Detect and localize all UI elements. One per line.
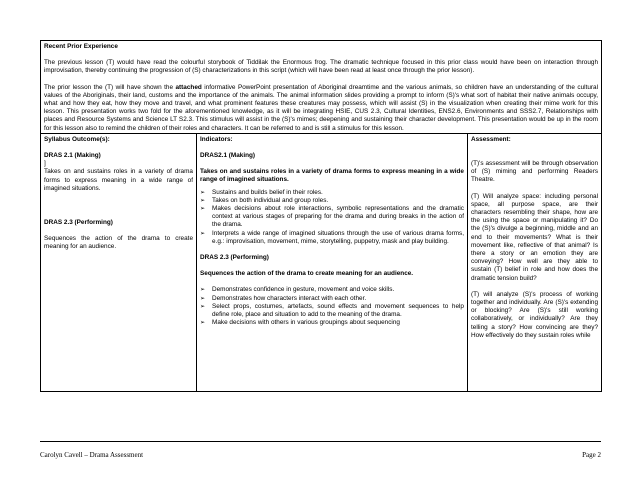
indicators-dras21-heading: Takes on and sustains roles in a variety of drama forms to express meaning in a wide range of imagined situations. xyxy=(200,168,464,184)
syllabus-dras21-title: DRAS 2.1 (Making) xyxy=(44,152,101,160)
assessment-paragraph-2: (T) Will analyze space: including personal space, all purpose space, are their characters resembling their shape, how are the using the space or manipulating it? Do the (S)'s divulge a beginning, middle and an end to their movements? What is their movement like, reflective of that animal? Is there a story or an emotion they are conveying? How well are they able to sustain (T) belief in role and how does the dramatic tension build? xyxy=(471,192,599,282)
recent-prior-row xyxy=(41,41,602,134)
list-item: ➢ Interprets a wide range of imagined situations through the use of various drama forms, e.g.: improvisation, movement, mime, storytelling, puppetry, mask and play building. xyxy=(200,230,464,246)
recent-prior-paragraph-1: The previous lesson (T) would have read the colourful storybook of Tiddilak the Enormous frog. The dramatic technique focused in this prior class would have been on interaction through improvisation, thereby continuing the progression of (S) characterizations in this script (which will have been read at least once through the prior lesson). xyxy=(44,59,599,75)
syllabus-dras23-title: DRAS 2.3 (Performing) xyxy=(44,219,113,227)
footer-page-number: Page 2 xyxy=(582,451,601,459)
list-item: ➢ Demonstrates confidence in gesture, movement and voice skills. xyxy=(200,286,464,294)
recent-prior-cell xyxy=(41,41,602,134)
attached-emphasis: attached xyxy=(175,83,202,91)
list-item: ➢ Make decisions with others in various groupings about sequencing xyxy=(200,319,464,327)
footer-author-title: Carolyn Cavell – Drama Assessment xyxy=(40,451,144,459)
recent-prior-paragraph-2: The prior lesson the (T) will have shown the attached informative PowerPoint presentation of Aboriginal dreamtime and the various animals, so children have an understanding of the cultural values of the Aboriginals, their land, customs and the importance of the animals. The animal information slides providing a prompt to inform (S)'s what sort of habitat their native animals occupy, what and how they eat, how they move and travel, and what prominent features these creatures may possess, which will assist (S) in the visualization when creating their mime work for this lesson. This presentation works two fold for the aforementioned knowledge, as it will be integrating HSIE, CUS 2.3, Cultural Identities, ENS2.6, Environments and SSS2.7, Relationships with places and Resource Systems and Science LT S2.3. This stimulus will assist in the (S)'s mimes; deepening and sustaining their character development. This presentation would be up in the room for this lesson also to remind the children of their roles and characters. It can be referred to and is still a stimulus for this lesson. xyxy=(44,83,599,132)
outcomes-row xyxy=(41,133,602,391)
syllabus-column-header: Syllabus Outcome(s): xyxy=(44,135,110,143)
assessment-paragraph-3: (T) will analyze (S)'s process of working together and individually. Are (S)'s extending or blocking? Are (S)'s still working collaboratively, or individually? Are they telling a story? How convincing are they? How effectively do they sustain roles while xyxy=(471,290,599,339)
list-item: ➢ Select props, costumes, artefacts, sound effects and movement sequences to help define role, place and situation to add to the meaning of the drama. xyxy=(200,303,464,319)
assessment-paragraph-1: (T)'s assessment will be through observation of (S) miming and performing Readers Theatre. xyxy=(471,160,599,184)
list-item: ➢ Makes decisions about role interactions, symbolic representations and the dramatic context at various stages of preparing for the drama and during breaks in the action of the drama. xyxy=(200,205,464,230)
list-item: ➢ Takes on both individual and group roles. xyxy=(200,197,464,205)
list-item: ➢ Demonstrates how characters interact with each other. xyxy=(200,295,464,303)
indicators-dras21-list xyxy=(200,189,464,246)
indicators-column-header: Indicators: xyxy=(200,135,233,143)
indicators-dras23-heading: Sequences the action of the drama to create meaning for an audience. xyxy=(200,270,414,278)
syllabus-dras23-text: Sequences the action of the drama to create meaning for an audience. xyxy=(44,235,193,251)
assessment-cell xyxy=(468,133,602,391)
indicators-dras23-list xyxy=(200,286,464,327)
syllabus-dras21-text: Takes on and sustains roles in a variety of drama forms to express meaning in a wide range of imagined situations. xyxy=(44,168,193,192)
syllabus-cell xyxy=(41,133,197,391)
syllabus-bracket: ] xyxy=(44,160,46,168)
lesson-plan-table xyxy=(40,40,602,392)
page-footer xyxy=(40,451,601,459)
recent-prior-heading: Recent Prior Experience xyxy=(44,43,118,50)
list-item: ➢ Sustains and builds belief in their roles. xyxy=(200,189,464,197)
assessment-column-header: Assessment: xyxy=(471,135,511,143)
indicators-cell xyxy=(197,133,468,391)
page-footer-rule xyxy=(40,441,601,442)
indicators-dras21-title: DRAS2.1 (Making) xyxy=(200,152,256,160)
indicators-dras23-title: DRAS 2.3 (Performing) xyxy=(200,254,269,262)
